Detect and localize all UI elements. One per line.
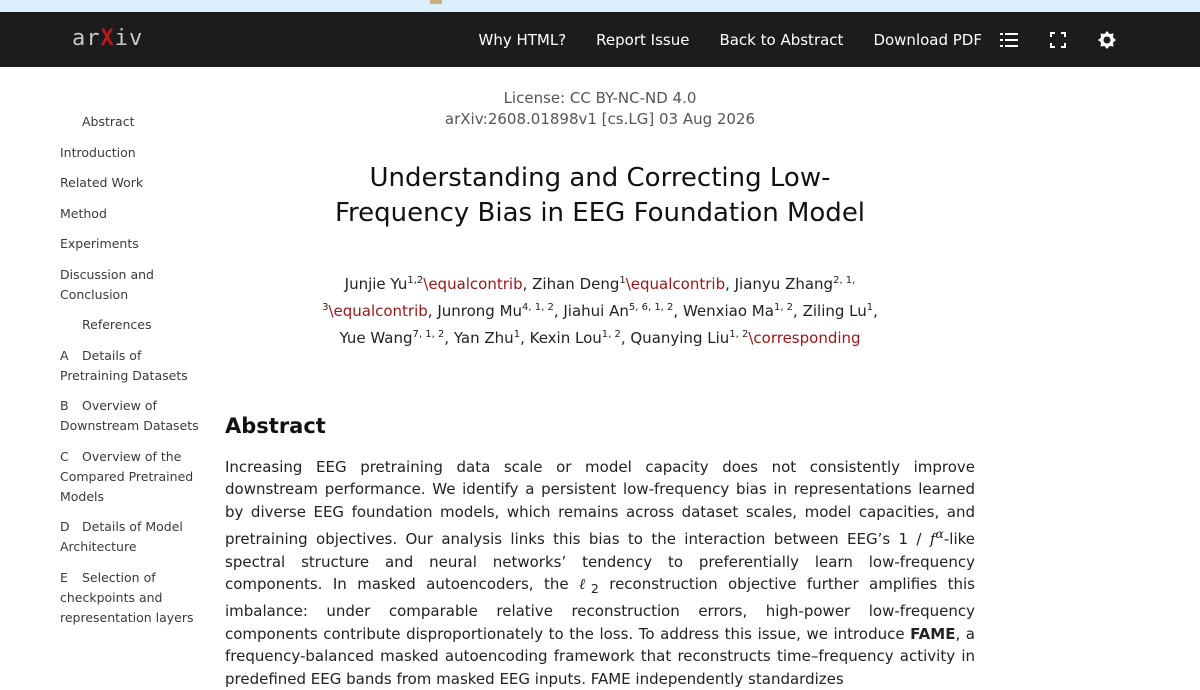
separator: ,: [873, 302, 878, 320]
author: , Jiahui An: [553, 302, 629, 320]
affiliation-sup: 1: [513, 329, 521, 340]
logo-x: X: [100, 26, 115, 51]
toc-item-appendix-b[interactable]: [60, 396, 210, 436]
nav-icons: [971, 12, 1118, 67]
title-line-1: Understanding and Correcting Low-: [369, 163, 831, 193]
author: , Yan Zhu: [444, 329, 514, 347]
toc-num: C: [60, 448, 69, 464]
author: , Quanying Liu: [620, 329, 730, 347]
toc-item-related-work[interactable]: [60, 173, 210, 193]
affiliation-sup: 1, 2: [773, 302, 794, 313]
logo-prefix: ar: [72, 26, 101, 51]
list-icon-svg: [1000, 32, 1018, 48]
toc-item-abstract[interactable]: [60, 112, 210, 132]
toc-label: Related Work: [60, 175, 144, 190]
affiliation-sup: 3: [322, 302, 329, 313]
report-issue-link[interactable]: Report Issue: [596, 30, 690, 49]
toc-label: Details of Pretraining Datasets: [60, 347, 188, 383]
equal-contrib-macro: \equalcontrib: [423, 275, 523, 293]
affiliation-sup: 1, 2: [729, 329, 749, 340]
top-navbar: [0, 12, 1200, 67]
author: , Junrong Mu: [427, 302, 523, 320]
affiliation-sup: 7, 1, 2: [412, 329, 445, 340]
toc-label: Discussion and Conclusion: [60, 266, 154, 302]
theme-icon-svg: [1098, 31, 1116, 49]
fullscreen-icon[interactable]: [1047, 29, 1069, 51]
toc-label: Overview of Downstream Datasets: [60, 398, 199, 433]
why-html-link[interactable]: Why HTML?: [478, 30, 567, 49]
author: , Ziling Lu: [793, 302, 867, 320]
affiliation-sup: 4, 1, 2: [522, 302, 554, 313]
fullscreen-icon-svg: [1050, 32, 1066, 48]
toc-label: References: [82, 317, 152, 332]
affiliation-sup: 1: [866, 302, 874, 313]
toc-label: Selection of checkpoints and representation layers: [60, 569, 194, 625]
toc-item-discussion[interactable]: [60, 265, 210, 305]
equal-contrib-macro: \equalcontrib: [625, 275, 726, 293]
affiliation-sup: 5, 6, 1, 2: [628, 302, 674, 313]
logo-suffix: iv: [114, 26, 144, 51]
math-ell: ℓ: [578, 575, 591, 594]
author: Junjie Yu: [344, 275, 408, 293]
back-to-abstract-link[interactable]: Back to Abstract: [719, 30, 844, 49]
toc-label: Introduction: [60, 144, 136, 160]
paper-content: [225, 88, 975, 690]
toc-label: Experiments: [60, 236, 139, 251]
toc-label: Details of Model Architecture: [60, 519, 183, 554]
browser-banner-strip: [0, 0, 1200, 12]
arxiv-id: arXiv:2608.01898v1 [cs.LG] 03 Aug 2026: [444, 110, 756, 128]
affiliation-sup: 1,2: [407, 275, 424, 286]
equal-contrib-macro: \equalcontrib: [328, 302, 428, 320]
toc-item-appendix-d[interactable]: [60, 517, 210, 557]
table-of-contents: [60, 112, 210, 638]
toc-num: A: [60, 347, 69, 363]
toc-item-references[interactable]: [60, 315, 210, 335]
affiliation-sup: 2, 1,: [833, 275, 856, 286]
nav-links: [448, 12, 982, 67]
toc-label: Overview of the Compared Pretrained Models: [60, 448, 194, 504]
author: , Zihan Deng: [522, 275, 620, 293]
title-line-2: Frequency Bias in EEG Foundation Model: [334, 198, 866, 228]
toc-item-introduction[interactable]: [60, 143, 210, 163]
corresponding-macro: \corresponding: [748, 329, 861, 347]
toc-label: Method: [60, 205, 107, 221]
banner-icon: [430, 0, 442, 4]
affiliation-sup: 1, 2: [601, 329, 621, 340]
author: Yue Wang: [339, 329, 413, 347]
author: , Kexin Lou: [520, 329, 602, 347]
math-subscript: 2: [590, 581, 599, 597]
abstract-segment: -like spectral structure and neural networks’ tendency to preferentially learn low-frequency components. In masked autoencoders, the: [225, 530, 975, 594]
abstract-segment: , a frequency-balanced masked autoencoding framework that reconstructs time–frequency activity in predefined EEG bands from masked EEG inputs. FAME independently standardizes: [225, 624, 975, 688]
download-pdf-link[interactable]: Download PDF: [873, 30, 982, 49]
list-icon[interactable]: [998, 29, 1020, 51]
author-list: [225, 271, 975, 352]
toc-item-appendix-c[interactable]: [60, 447, 210, 507]
theme-icon[interactable]: [1096, 29, 1118, 51]
affiliation-sup: 1: [619, 275, 626, 286]
toc-label: Abstract: [82, 114, 135, 129]
author: , Wenxiao Ma: [673, 302, 774, 320]
fame-name: FAME: [910, 624, 956, 643]
toc-num: E: [60, 569, 68, 585]
toc-num: D: [60, 519, 70, 534]
toc-item-experiments[interactable]: [60, 234, 210, 254]
abstract-segment: Increasing EEG pretraining data scale or model capacity does not consistently improve downstream performance. We identify a persistent low-frequency bias in representations learned by diverse EEG foundation models, which remains across dataset scales, model capacities, and pretraining objectives. Our analysis links this bias to the interaction between EEG’s 1 /: [225, 458, 975, 549]
arxiv-logo[interactable]: [72, 26, 143, 51]
author: , Jianyu Zhang: [725, 275, 834, 293]
paper-title: [225, 161, 975, 231]
toc-item-appendix-a[interactable]: [60, 346, 210, 386]
toc-num: B: [60, 398, 69, 413]
abstract-segment: reconstruction objective further amplifies this imbalance: under comparable relative reconstruction errors, high-power low-frequency components contribute disproportionately to the loss. To address this issue, we introduce: [225, 575, 975, 643]
math-f: f: [929, 530, 936, 549]
abstract-text: [225, 456, 975, 690]
abstract-heading: Abstract: [225, 414, 326, 438]
toc-item-method[interactable]: [60, 204, 210, 224]
math-alpha: α: [935, 526, 944, 542]
license-text: License: CC BY-NC-ND 4.0: [503, 89, 697, 107]
toc-item-appendix-e[interactable]: [60, 568, 210, 628]
